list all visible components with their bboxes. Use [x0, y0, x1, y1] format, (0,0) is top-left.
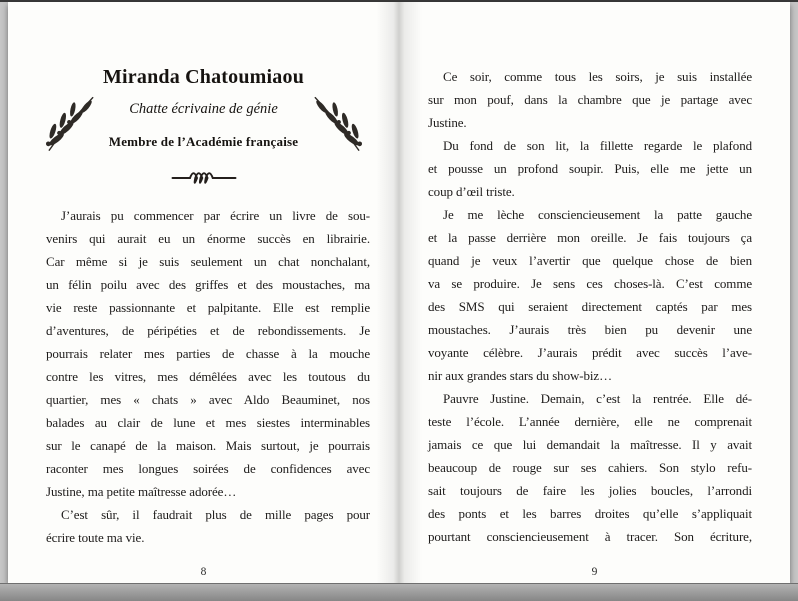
- text-line: Car même si je suis seulement un chat nonchalant,: [46, 254, 370, 269]
- page-number-right: 9: [591, 566, 598, 578]
- book-spread: [8, 2, 790, 583]
- page-right: [399, 2, 790, 583]
- author-subtitle: Chatte écrivaine de génie: [129, 101, 278, 117]
- window-bottom-edge: [0, 583, 798, 601]
- text-line: J’aurais pu commencer par écrire un livre de sou-: [61, 208, 370, 223]
- text-line: et pousse un profond soupir. Puis, elle me jette un: [428, 161, 752, 176]
- text-line: sur le canapé de la maison. Mais surtout, je pourrais: [46, 438, 370, 453]
- left-page-text: [46, 204, 370, 549]
- author-title: Miranda Chatoumiaou: [102, 66, 305, 88]
- text-line: venirs qui aurait eu un énorme succès en librairie.: [46, 231, 370, 246]
- text-line: voyante célèbre. J’aurais prédit avec succès l’ave-: [428, 345, 752, 360]
- page-left: [8, 2, 399, 583]
- text-line: vie reste passionnante et palpitante. Elle est remplie: [46, 300, 370, 315]
- text-line: contre les vitres, mes démêlées avec les toutous du: [46, 369, 370, 384]
- paragraph: [428, 134, 752, 203]
- text-line: va se produire. Je sens ces choses-là. C’est comme: [428, 276, 752, 291]
- page-number-left: 8: [200, 566, 207, 578]
- text-line: quand je veux l’avertir que quelque chose de bien: [428, 253, 752, 268]
- text-line: raconter mes longues soirées de confidences avec: [46, 461, 370, 476]
- text-line: quartier, mes « chats » avec Aldo Beauminet, nos: [46, 392, 370, 407]
- text-line: balades au clair de lune et mes siestes interminables: [46, 415, 370, 430]
- squiggle-ornament-icon: [8, 170, 399, 191]
- text-line: des SMS qui seraient directement captés par mes: [428, 299, 752, 314]
- chapter-header: [8, 66, 399, 150]
- text-line: écrire toute ma vie.: [46, 530, 145, 545]
- text-line: coup d’œil triste.: [428, 184, 515, 199]
- paragraph: [46, 204, 370, 503]
- text-line: jamais ce que lui demandait la maîtresse. Il y avait: [428, 437, 752, 452]
- text-line: pourrais relater mes parties de chasse à la mouche: [46, 346, 370, 361]
- right-page-text: [428, 65, 752, 548]
- text-line: teste l’école. L’année dernière, elle ne comprenait: [428, 414, 752, 429]
- text-line: Ce soir, comme tous les soirs, je suis installée: [443, 69, 752, 84]
- text-line: beaucoup de rouge sur ses cahiers. Son stylo refu-: [428, 460, 752, 475]
- author-affiliation: Membre de l’Académie française: [108, 134, 299, 149]
- text-line: Justine, ma petite maîtresse adorée…: [46, 484, 237, 499]
- text-line: un félin poilu avec des griffes et des moustaches, ma: [46, 277, 370, 292]
- text-line: sur mon pouf, dans la chambre que je partage avec: [428, 92, 752, 107]
- text-line: sait toujours de faire les jolies boucles, l’arrondi: [428, 483, 752, 498]
- text-line: des ponts et les barres droites qu’elle s’appliquait: [428, 506, 752, 521]
- text-line: d’aventures, de péripéties et de rebondissements. Je: [46, 323, 370, 338]
- paragraph: [428, 65, 752, 134]
- paragraph: [428, 203, 752, 387]
- text-line: pourtant consciencieusement à tracer. Son écriture,: [428, 529, 752, 544]
- text-line: moustaches. J’aurais très bien pu devenir une: [428, 322, 752, 337]
- paragraph: [428, 387, 752, 548]
- text-line: Pauvre Justine. Demain, c’est la rentrée. Elle dé-: [443, 391, 752, 406]
- text-line: Je me lèche consciencieusement la patte gauche: [443, 207, 752, 222]
- text-line: Justine.: [428, 115, 467, 130]
- text-line: et la passe derrière mon oreille. Je fais toujours ça: [428, 230, 752, 245]
- paragraph: [46, 503, 370, 549]
- text-line: nir aux grandes stars du show-biz…: [428, 368, 612, 383]
- text-line: C’est sûr, il faudrait plus de mille pages pour: [61, 507, 370, 522]
- text-line: Du fond de son lit, la fillette regarde le plafond: [443, 138, 752, 153]
